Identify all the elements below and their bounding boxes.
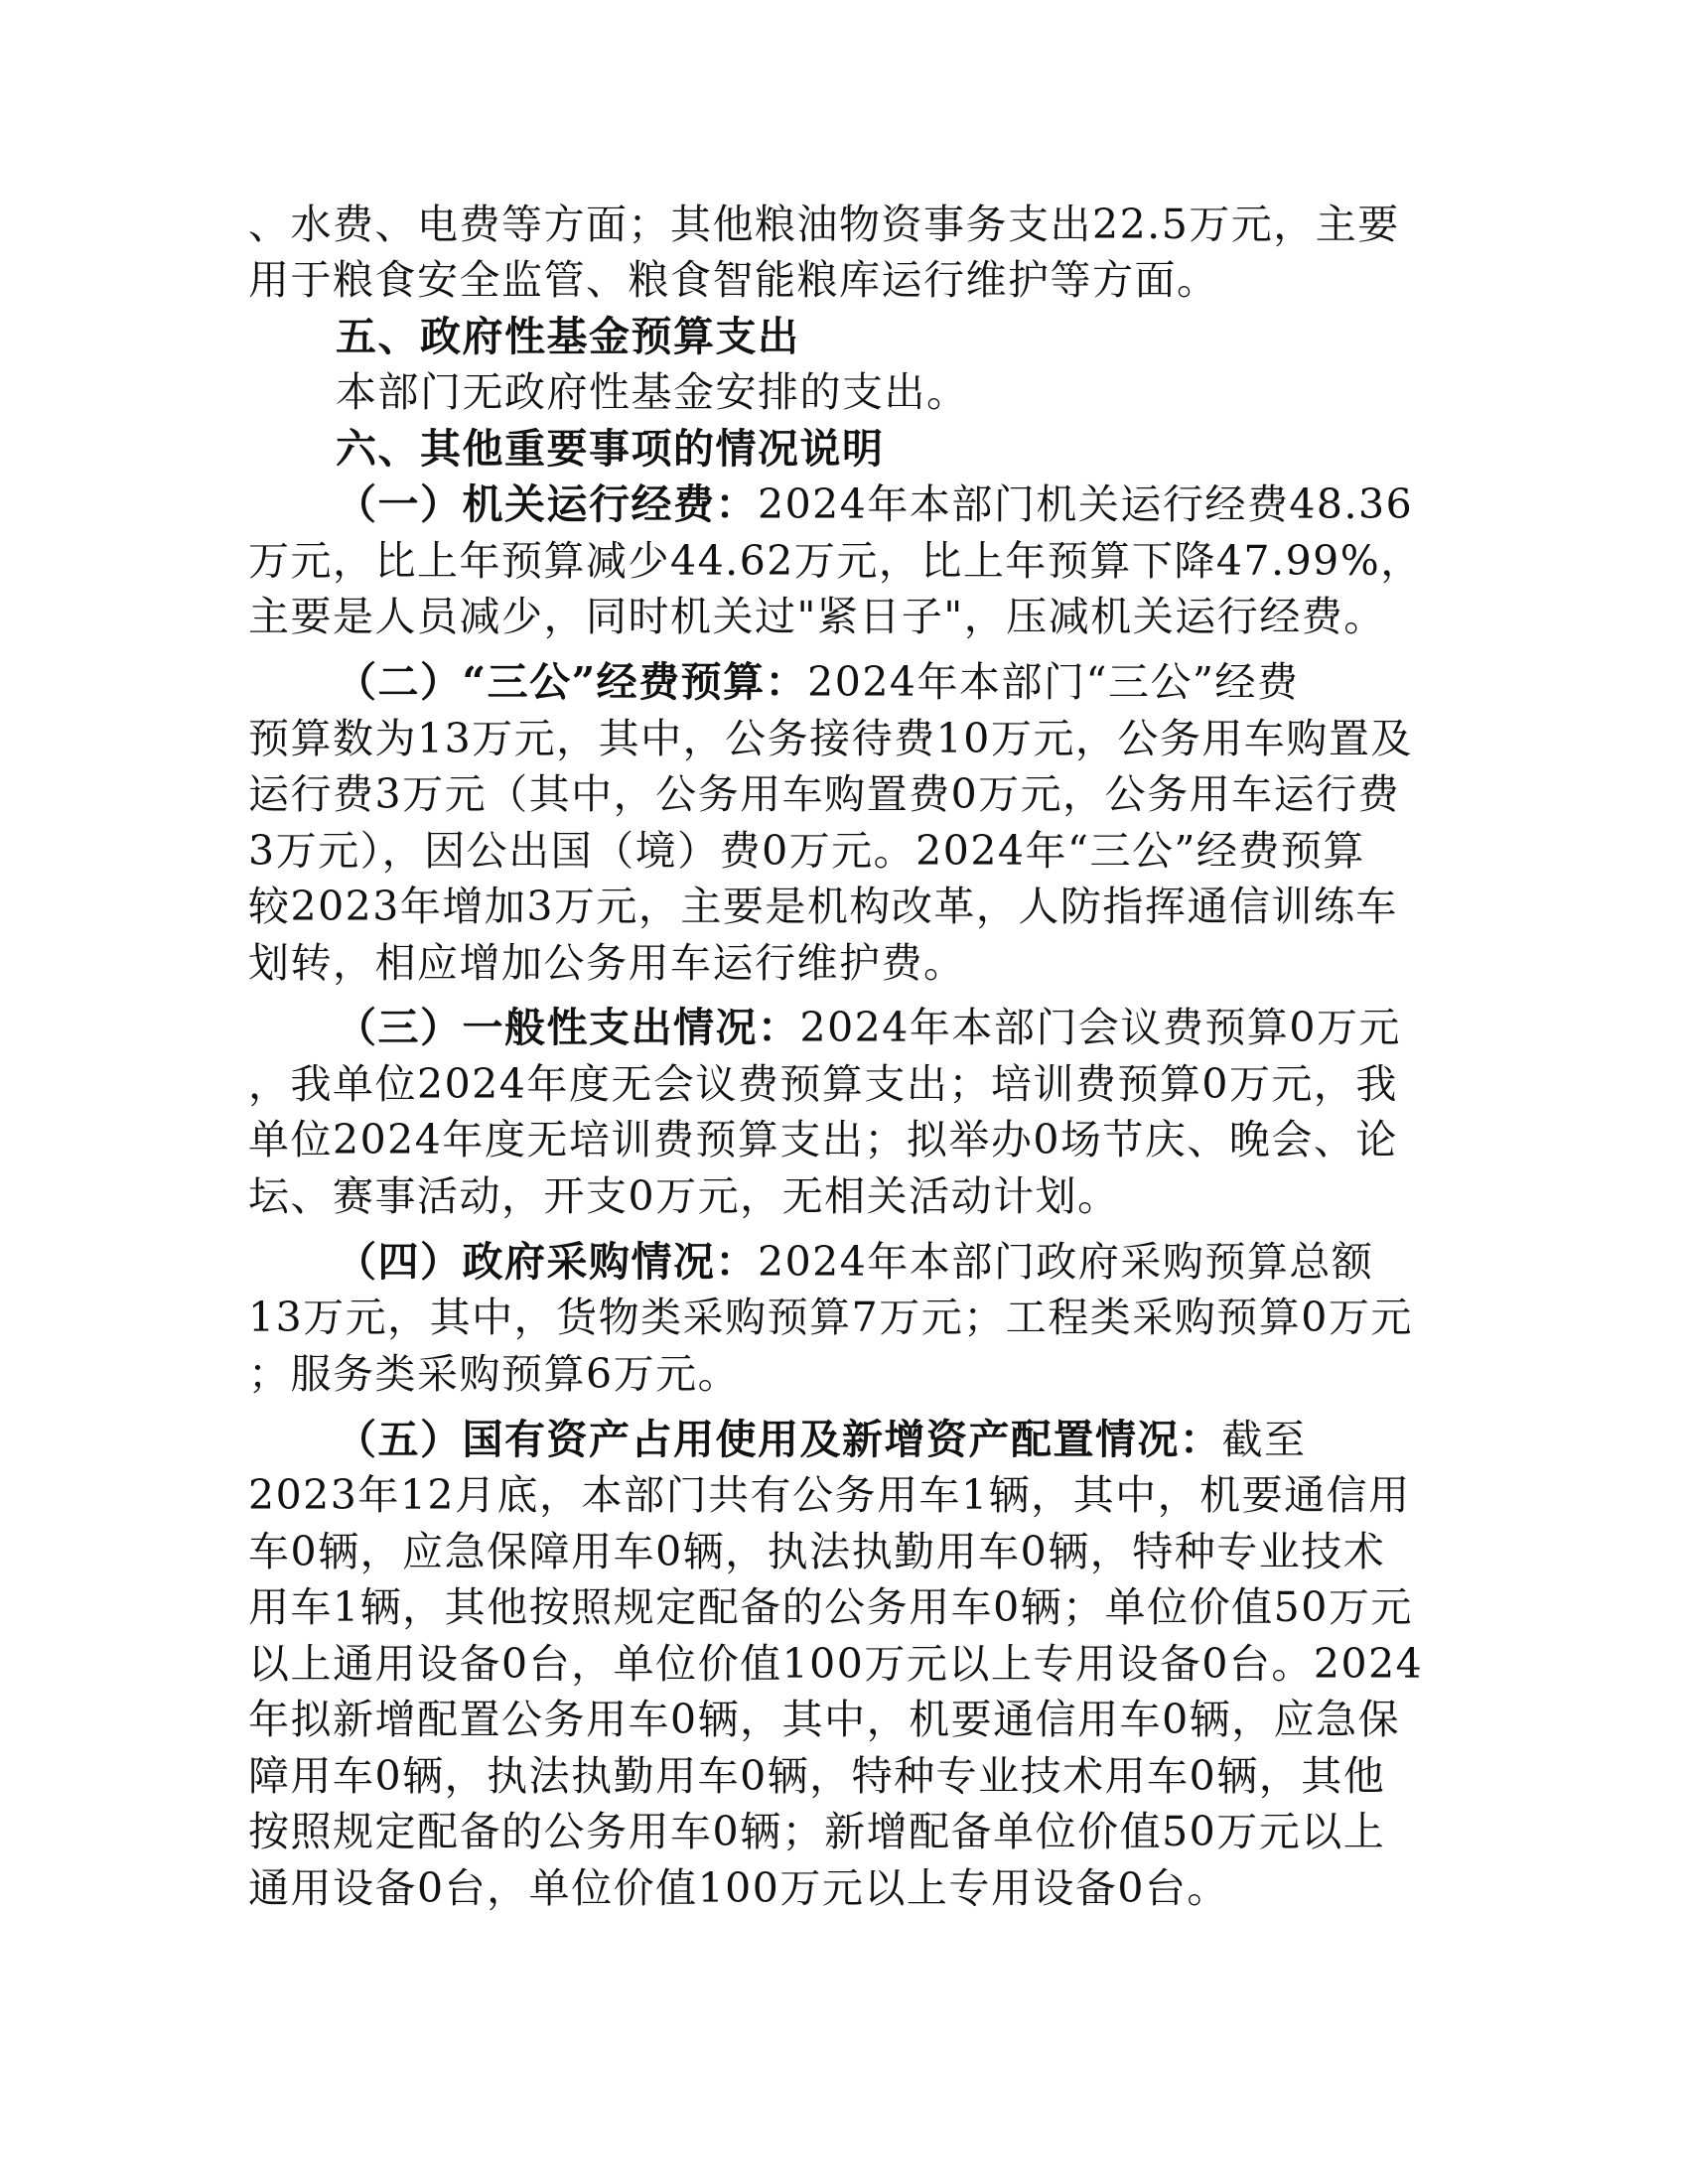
- text-run: 13万元，其中，货物类采购预算7万元；工程类采购预算0万元: [248, 1294, 1413, 1341]
- paragraph-line: [248, 1467, 1440, 1523]
- text-run: 用车1辆，其他按照规定配备的公务用车0辆；单位价值50万元: [248, 1583, 1413, 1631]
- paragraph-line: [336, 364, 1527, 420]
- paragraph-line: [248, 1692, 1440, 1747]
- paragraph-line: [336, 1234, 1527, 1290]
- subheading-text: （一）机关运行经费：: [336, 480, 758, 528]
- text-run: 车0辆，应急保障用车0辆，执法执勤用车0辆，特种专业技术: [248, 1528, 1386, 1575]
- text-run: 障用车0辆，执法执勤用车0辆，特种专业技术用车0辆，其他: [248, 1752, 1386, 1800]
- paragraph-line: [248, 252, 1440, 308]
- text-run: ；服务类采购预算6万元。: [248, 1350, 741, 1398]
- paragraph-line: [248, 1056, 1440, 1112]
- text-run: 划转，相应增加公务用车运行维护费。: [248, 939, 966, 987]
- text-run: 坛、赛事活动，开支0万元，无相关活动计划。: [248, 1172, 1120, 1220]
- text-run: 预算数为13万元，其中，公务接待费10万元，公务用车购置及: [248, 715, 1413, 762]
- paragraph-line: [248, 766, 1440, 822]
- text-run: 3万元），因公出国（境）费0万元。2024年“三公”经费预算: [248, 827, 1365, 875]
- subheading-text: （四）政府采购情况：: [336, 1238, 758, 1286]
- heading-text: 六、其他重要事项的情况说明: [336, 425, 885, 473]
- paragraph-line: [248, 823, 1440, 879]
- paragraph-line: [336, 654, 1527, 710]
- section-heading-5: [336, 309, 1527, 364]
- paragraph-line: [248, 1524, 1440, 1579]
- text-run: 2023年12月底，本部门共有公务用车1辆，其中，机要通信用: [248, 1471, 1411, 1519]
- text-run: 用于粮食安全监管、粮食智能粮库运行维护等方面。: [248, 256, 1219, 304]
- paragraph-line: [248, 935, 1440, 991]
- text-run: 以上通用设备0台，单位价值100万元以上专用设备0台。2024: [248, 1640, 1424, 1688]
- section-heading-6: [336, 421, 1527, 477]
- text-run: 2024年本部门政府采购预算总额: [758, 1238, 1374, 1286]
- text-run: 通用设备0台，单位价值100万元以上专用设备0台。: [248, 1864, 1229, 1912]
- text-run: 2024年本部门“三公”经费: [807, 658, 1300, 706]
- paragraph-line: [336, 1000, 1527, 1055]
- text-run: 万元，比上年预算减少44.62万元，比上年预算下降47.99%，: [248, 537, 1423, 585]
- text-run: 较2023年增加3万元，主要是机构改革，人防指挥通信训练车: [248, 883, 1398, 930]
- subheading-text: （三）一般性支出情况：: [336, 1004, 800, 1051]
- paragraph-line: [248, 711, 1440, 766]
- paragraph-line: [336, 477, 1527, 532]
- paragraph-line: [248, 1804, 1440, 1859]
- text-run: 截至: [1221, 1416, 1307, 1463]
- paragraph-line: [248, 1748, 1440, 1804]
- heading-text: 五、政府性基金预算支出: [336, 313, 800, 360]
- paragraph-line: [248, 1860, 1440, 1916]
- paragraph-line: [336, 1412, 1527, 1467]
- paragraph-line: [248, 879, 1440, 934]
- subheading-text: （五）国有资产占用使用及新增资产配置情况：: [336, 1416, 1222, 1463]
- text-run: 年拟新增配置公务用车0辆，其中，机要通信用车0辆，应急保: [248, 1696, 1401, 1743]
- text-run: 、水费、电费等方面；其他粮油物资事务支出22.5万元，主要: [248, 201, 1400, 248]
- text-run: 单位2024年度无培训费预算支出；拟举办0场节庆、晚会、论: [248, 1116, 1398, 1163]
- paragraph-line: [248, 1290, 1440, 1345]
- paragraph-line: [248, 1579, 1440, 1635]
- text-run: 主要是人员减少，同时机关过"紧日子"，压减机关运行经费。: [248, 593, 1386, 640]
- subheading-text: （二）“三公”经费预算：: [336, 658, 808, 706]
- text-run: ，我单位2024年度无会议费预算支出；培训费预算0万元，我: [248, 1060, 1398, 1108]
- text-run: 2024年本部门机关运行经费48.36: [758, 480, 1414, 528]
- text-run: 按照规定配备的公务用车0辆；新增配备单位价值50万元以上: [248, 1808, 1386, 1855]
- paragraph-line: [248, 589, 1440, 644]
- paragraph-line: [248, 533, 1440, 589]
- paragraph-line: [248, 1168, 1440, 1224]
- text-run: 2024年本部门会议费预算0万元: [799, 1004, 1401, 1051]
- paragraph-line: [248, 1346, 1440, 1402]
- paragraph-line: [248, 197, 1440, 252]
- paragraph-line: [248, 1636, 1440, 1692]
- text-run: 运行费3万元（其中，公务用车购置费0万元，公务用车运行费: [248, 770, 1401, 818]
- text-run: 本部门无政府性基金安排的支出。: [336, 368, 969, 416]
- paragraph-line: [248, 1112, 1440, 1167]
